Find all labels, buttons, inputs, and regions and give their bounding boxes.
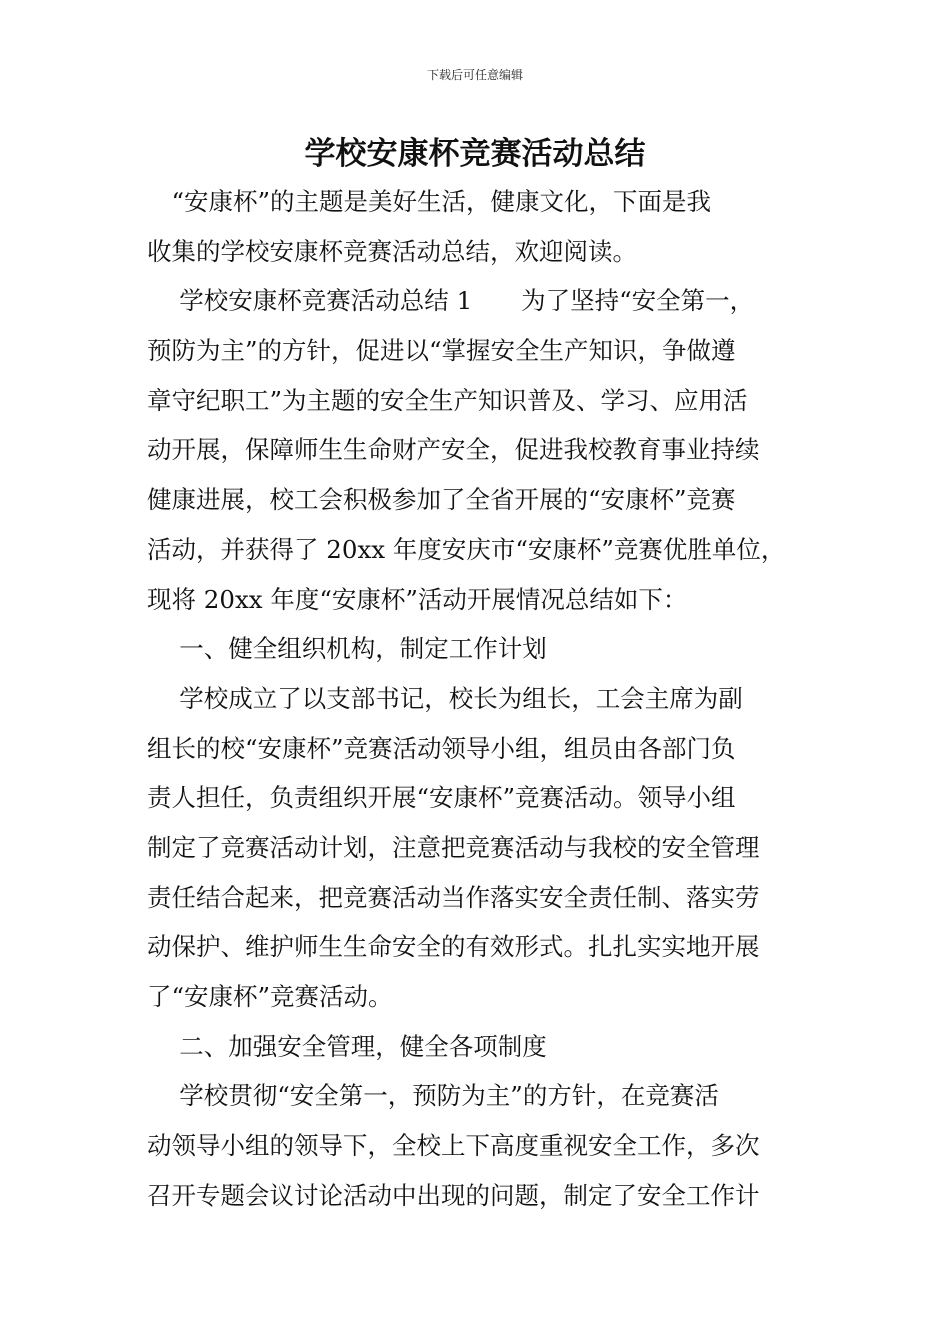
paragraph-line: 了“安康杯”竞赛活动。 xyxy=(147,982,393,1011)
paragraph-line: 预防为主”的方针，促进以“掌握安全生产知识，争做遵 xyxy=(147,336,736,366)
section-heading: 一、健全组织机构，制定工作计划 xyxy=(147,634,547,664)
paragraph-line: 组长的校“安康杯”竞赛活动领导小组，组员由各部门负 xyxy=(147,733,736,763)
paragraph-line: 活动，并获得了 20xx 年度安庆市“安康杯”竞赛优胜单位， xyxy=(147,534,786,564)
paragraph-line: “安康杯”的主题是美好生活，健康文化，下面是我 xyxy=(147,187,712,216)
document-body xyxy=(147,177,807,1220)
paragraph-line: 动保护、维护师生生命安全的有效形式。扎扎实实地开展 xyxy=(147,932,760,962)
paragraph-line: 制定了竞赛活动计划，注意把竞赛活动与我校的安全管理 xyxy=(147,832,760,862)
paragraph-line: 责任结合起来，把竞赛活动当作落实安全责任制、落实劳 xyxy=(147,882,760,912)
paragraph-line: 学校贯彻“安全第一，预防为主”的方针，在竞赛活 xyxy=(147,1081,719,1111)
paragraph-line: 责人担任，负责组织开展“安康杯”竞赛活动。领导小组 xyxy=(147,783,736,813)
header-note: 下载后可任意编辑 xyxy=(426,68,523,82)
paragraph-line: 学校安康杯竞赛活动总结 1 为了坚持“安全第一， xyxy=(147,286,755,316)
paragraph-line: 召开专题会议讨论活动中出现的问题，制定了安全工作计 xyxy=(147,1180,760,1210)
paragraph-line: 学校成立了以支部书记，校长为组长，工会主席为副 xyxy=(147,683,743,713)
paragraph-line: 现将 20xx 年度“安康杯”活动开展情况总结如下： xyxy=(147,584,688,614)
document-title: 学校安康杯竞赛活动总结 xyxy=(304,136,646,172)
paragraph-line: 收集的学校安康杯竞赛活动总结，欢迎阅读。 xyxy=(147,236,637,266)
paragraph-line: 健康进展，校工会积极参加了全省开展的“安康杯”竞赛 xyxy=(147,485,736,515)
paragraph-line: 章守纪职工”为主题的安全生产知识普及、学习、应用活 xyxy=(147,385,748,415)
paragraph-line: 动开展，保障师生生命财产安全，促进我校教育事业持续 xyxy=(147,435,760,465)
paragraph-line: 动领导小组的领导下，全校上下高度重视安全工作，多次 xyxy=(147,1131,760,1161)
section-heading: 二、加强安全管理，健全各项制度 xyxy=(147,1031,547,1061)
